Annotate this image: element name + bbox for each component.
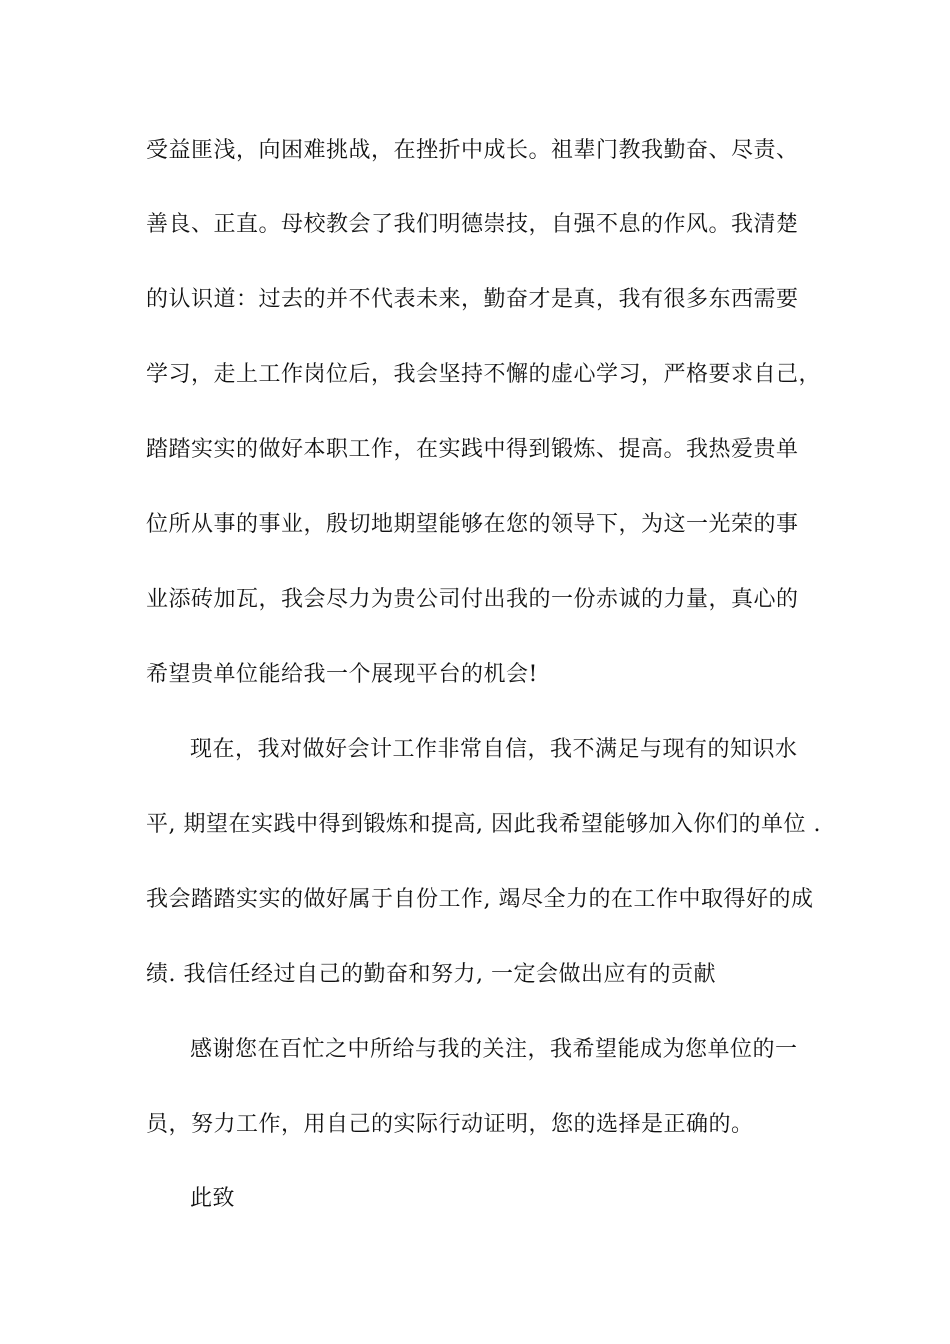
text-line: 学习，走上工作岗位后，我会坚持不懈的虚心学习，严格要求自己，: [146, 362, 822, 387]
text-line: 平, 期望在实践中得到锻炼和提高, 因此我希望能够加入你们的单位 .: [146, 812, 821, 837]
text-line: 员，努力工作，用自己的实际行动证明，您的选择是正确的。: [146, 1112, 754, 1137]
closing-salutation: 此致: [190, 1186, 236, 1211]
text-line: 业添砖加瓦，我会尽力为贵公司付出我的一份赤诚的力量，真心的: [146, 587, 799, 612]
text-line: 受益匪浅，向困难挑战，在挫折中成长。祖辈门教我勤奋、尽责、: [146, 138, 799, 163]
paragraph-start-line: 感谢您在百忙之中所给与我的关注，我希望能成为您单位的一: [190, 1037, 798, 1062]
text-line: 位所从事的事业，殷切地期望能够在您的领导下，为这一光荣的事: [146, 512, 799, 537]
text-line: 的认识道：过去的并不代表未来，勤奋才是真，我有很多东西需要: [146, 287, 799, 312]
text-line: 绩. 我信任经过自己的勤奋和努力, 一定会做出应有的贡献: [146, 962, 716, 987]
text-line: 善良、正直。母校教会了我们明德崇技，自强不息的作风。我清楚: [146, 212, 799, 237]
text-line: 踏踏实实的做好本职工作，在实践中得到锻炼、提高。我热爱贵单: [146, 437, 799, 462]
text-line: 希望贵单位能给我一个展现平台的机会!: [146, 662, 538, 687]
paragraph-start-line: 现在，我对做好会计工作非常自信，我不满足与现有的知识水: [190, 737, 798, 762]
text-line: 我会踏踏实实的做好属于自份工作, 竭尽全力的在工作中取得好的成: [146, 887, 814, 912]
